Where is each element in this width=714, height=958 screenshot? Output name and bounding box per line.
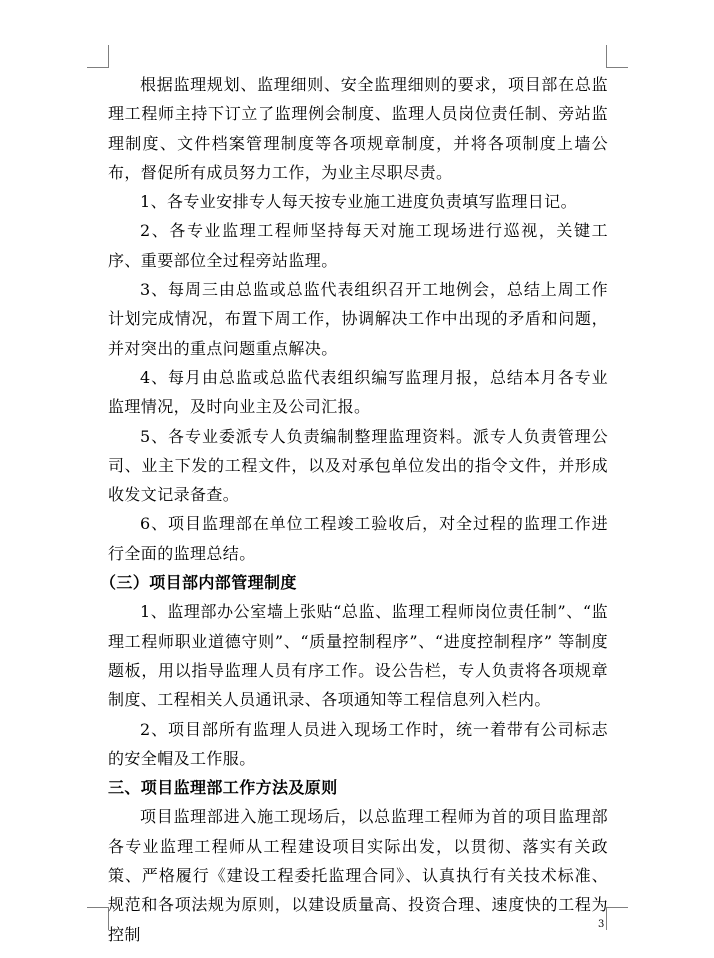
paragraph-item-1: 1、各专业安排专人每天按专业施工进度负责填写监理日记。 — [140, 192, 577, 212]
crop-mark-bottom-left-h — [87, 907, 109, 908]
paragraph-item-4: 4、每月由总监或总监代表组织编写监理月报，总结本月各专业监理情况，及时向业主及公司汇报。 — [108, 367, 608, 417]
paragraph-methods: 项目监理部进入施工现场后，以总监理工程师为首的项目监理部各专业监理工程师从工程建设项目实际出发，以贯彻、落实有关政策、严格履行《建设工程委托监理合同》、认真执行有关技术标准、规范和各项法规为原则，以建设质量高、投资合理、速度快的工程为控制 — [108, 807, 608, 944]
crop-mark-top-left-h — [87, 67, 109, 68]
crop-mark-bottom-right-h — [606, 907, 628, 908]
page-number: 3 — [598, 919, 605, 930]
section-heading-internal-management: （三）项目部内部管理制度 — [100, 573, 297, 593]
paragraph-item-3: 3、每周三由总监或总监代表组织召开工地例会，总结上周工作计划完成情况，布置下周工作，协调解决工作中出现的矛盾和问题，并对突出的重点问题重点解决。 — [108, 280, 608, 358]
paragraph-internal-2: 2、项目部所有监理人员进入现场工作时，统一着带有公司标志的安全帽及工作服。 — [108, 719, 608, 768]
crop-mark-top-left-v — [108, 45, 109, 68]
crop-mark-top-right-h — [606, 67, 628, 68]
section-heading-methods-principles: 三、项目监理部工作方法及原则 — [108, 778, 338, 798]
document-body — [100, 70, 608, 949]
paragraph-item-5: 5、各专业委派专人负责编制整理监理资料。派专人负责管理公司、业主下发的工程文件，以及对承包单位发出的指令文件，并形成收发文记录备查。 — [108, 426, 608, 505]
crop-mark-top-right-v — [606, 45, 607, 68]
paragraph-item-6: 6、项目监理部在单位工程竣工验收后，对全过程的监理工作进行全面的监理总结。 — [108, 514, 608, 563]
paragraph-item-2: 2、各专业监理工程师坚持每天对施工现场进行巡视，关键工序、重要部位全过程旁站监理。 — [108, 221, 608, 270]
paragraph-intro: 根据监理规划、监理细则、安全监理细则的要求，项目部在总监理工程师主持下订立了监理例会制度、监理人员岗位责任制、旁站监理制度、文件档案管理制度等各项规章制度，并将各项制度上墙公布，督促所有成员努力工作，为业主尽职尽责。 — [108, 75, 608, 182]
paragraph-internal-1: 1、监理部办公室墙上张贴“总监、监理工程师岗位责任制”、“监理工程师职业道德守则”、“质量控制程序”、“进度控制程序” 等制度题板，用以指导监理人员有序工作。设公告栏，专人负责将各项规章制度、工程相关人员通讯录、各项通知等工程信息列入栏内。 — [108, 602, 608, 710]
